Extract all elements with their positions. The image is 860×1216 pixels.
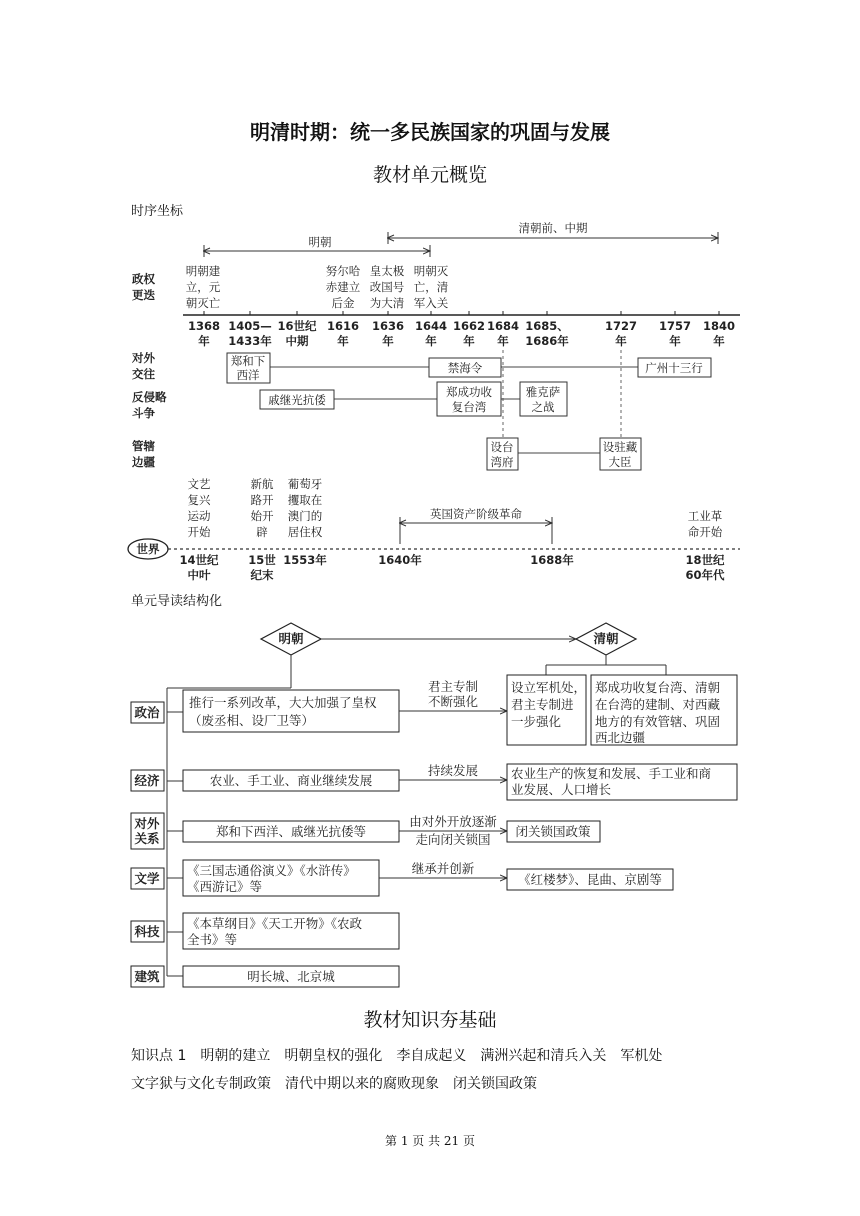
svg-text:设台: 设台	[490, 440, 514, 454]
svg-text:《红楼梦》、昆曲、京剧等: 《红楼梦》、昆曲、京剧等	[518, 872, 662, 887]
svg-text:赤建立: 赤建立	[325, 280, 361, 294]
svg-text:复台湾: 复台湾	[451, 400, 487, 414]
world-event-macau	[288, 477, 323, 539]
svg-text:居住权: 居住权	[287, 525, 323, 539]
svg-text:农业生产的恢复和发展、手工业和商: 农业生产的恢复和发展、手工业和商	[511, 766, 712, 781]
svg-text:明朝建: 明朝建	[185, 264, 221, 278]
svg-text:运动: 运动	[187, 509, 211, 523]
svg-text:继承并创新: 继承并创新	[411, 861, 475, 876]
svg-text:纪末: 纪末	[250, 568, 274, 582]
svg-text:始开: 始开	[250, 509, 274, 523]
svg-text:闭关锁国政策: 闭关锁国政策	[515, 824, 591, 839]
svg-text:军入关: 军入关	[413, 296, 449, 310]
row-label-foreign-1: 对外	[132, 351, 155, 365]
svg-text:建筑: 建筑	[134, 969, 160, 984]
svg-text:世界: 世界	[136, 542, 160, 556]
row-label-border-2: 边疆	[132, 455, 155, 469]
svg-text:1840: 1840	[702, 319, 736, 333]
world-event-renaissance	[188, 477, 211, 539]
svg-text:1433年: 1433年	[228, 334, 272, 348]
regime-event-da-qing	[370, 264, 405, 310]
svg-text:1368: 1368	[187, 319, 221, 333]
svg-text:开始: 开始	[187, 525, 211, 539]
svg-text:文艺: 文艺	[187, 477, 211, 491]
svg-text:戚继光抗倭: 戚继光抗倭	[268, 393, 326, 407]
world-event-industrial	[688, 509, 723, 539]
svg-text:之战: 之战	[531, 400, 555, 414]
svg-text:立，元: 立，元	[185, 280, 221, 294]
structure-label: 单元导读结构化	[131, 594, 223, 609]
svg-text:辟: 辟	[256, 525, 268, 539]
timeline-diagram	[0, 210, 860, 590]
svg-text:攫取在: 攫取在	[287, 493, 323, 507]
svg-text:明朝灭: 明朝灭	[413, 264, 449, 278]
svg-text:15世: 15世	[248, 553, 276, 567]
svg-text:《西游记》等: 《西游记》等	[187, 879, 263, 894]
knowledge-line-1: 知识点 1 明朝的建立 明朝皇权的强化 李自成起义 满洲兴起和清兵入关 军机处	[131, 1048, 663, 1064]
svg-text:关系: 关系	[134, 831, 160, 846]
svg-text:澳门的: 澳门的	[287, 509, 323, 523]
row-label-resist-1: 反侵略	[132, 390, 167, 404]
page-footer: 第 1 页 共 21 页	[385, 1134, 475, 1148]
svg-text:新航: 新航	[250, 477, 274, 491]
svg-text:设驻藏: 设驻藏	[602, 440, 638, 454]
svg-text:1684: 1684	[486, 319, 520, 333]
svg-text:60年代: 60年代	[685, 568, 725, 582]
svg-text:工业革: 工业革	[687, 509, 723, 523]
svg-text:年: 年	[337, 334, 349, 348]
svg-text:1662: 1662	[452, 319, 486, 333]
svg-text:1636: 1636	[371, 319, 405, 333]
svg-text:年: 年	[382, 334, 394, 348]
qing-span-label: 清朝前、中期	[518, 221, 588, 235]
svg-text:年: 年	[497, 334, 509, 348]
svg-text:改国号: 改国号	[369, 280, 405, 294]
row-label-regime-1: 政权	[132, 272, 155, 286]
svg-text:设立军机处，: 设立军机处，	[511, 680, 587, 695]
row-label-border-1: 管辖	[132, 439, 155, 453]
regime-event-ming-falls	[414, 264, 449, 310]
svg-text:明长城、北京城: 明长城、北京城	[247, 969, 335, 984]
svg-text:君主专制进: 君主专制进	[511, 697, 574, 712]
svg-text:全书》等: 全书》等	[187, 932, 238, 947]
svg-text:雅克萨: 雅克萨	[525, 385, 561, 399]
svg-text:年: 年	[198, 334, 210, 348]
row-label-resist-2: 斗争	[132, 406, 155, 420]
svg-text:西北边疆: 西北边疆	[595, 730, 646, 745]
svg-text:大臣: 大臣	[608, 455, 632, 469]
svg-text:在台湾的建制、对西藏: 在台湾的建制、对西藏	[595, 697, 721, 712]
svg-text:广州十三行: 广州十三行	[645, 361, 703, 375]
svg-text:经济: 经济	[134, 773, 160, 788]
svg-text:西洋: 西洋	[236, 368, 260, 382]
svg-text:1405—: 1405—	[228, 319, 272, 333]
svg-text:湾府: 湾府	[490, 455, 514, 469]
svg-text:郑成功收复台湾、清朝: 郑成功收复台湾、清朝	[595, 680, 721, 695]
svg-text:（废丞相、设厂卫等）: （废丞相、设厂卫等）	[189, 713, 315, 728]
timeline-label: 时序坐标	[131, 204, 184, 219]
svg-text:清朝: 清朝	[593, 631, 619, 646]
svg-text:农业、手工业、商业继续发展: 农业、手工业、商业继续发展	[209, 773, 373, 788]
svg-text:1644: 1644	[414, 319, 448, 333]
svg-text:年: 年	[615, 334, 627, 348]
svg-text:1640年: 1640年	[378, 553, 422, 567]
world-year-labels	[179, 553, 725, 582]
svg-text:年: 年	[669, 334, 681, 348]
svg-text:由对外开放逐渐: 由对外开放逐渐	[409, 814, 497, 829]
svg-text:复兴: 复兴	[187, 493, 211, 507]
svg-text:年: 年	[425, 334, 437, 348]
svg-text:葡萄牙: 葡萄牙	[287, 477, 323, 491]
svg-text:业发展、人口增长: 业发展、人口增长	[511, 782, 612, 797]
svg-text:命开始: 命开始	[687, 525, 723, 539]
row-label-foreign-2: 交往	[132, 367, 155, 381]
svg-text:为大清: 为大清	[369, 296, 405, 310]
svg-text:文学: 文学	[134, 871, 160, 886]
svg-text:对外: 对外	[134, 816, 160, 831]
svg-text:政治: 政治	[134, 705, 160, 720]
ming-span-label: 明朝	[308, 235, 332, 249]
svg-text:1685、: 1685、	[525, 319, 569, 333]
svg-text:明朝: 明朝	[278, 631, 304, 646]
svg-text:1553年: 1553年	[283, 553, 327, 567]
page-title: 明清时期：统一多民族国家的巩固与发展	[250, 120, 610, 144]
svg-text:1686年: 1686年	[525, 334, 569, 348]
svg-text:1727: 1727	[604, 319, 638, 333]
svg-text:路开: 路开	[250, 493, 274, 507]
svg-text:推行一系列改革，大大加强了皇权: 推行一系列改革，大大加强了皇权	[189, 695, 377, 710]
svg-text:郑和下西洋、戚继光抗倭等: 郑和下西洋、戚继光抗倭等	[215, 824, 367, 839]
svg-text:18世纪: 18世纪	[685, 553, 725, 567]
svg-text:郑和下: 郑和下	[230, 354, 266, 368]
knowledge-line-2: 文字狱与文化专制政策 清代中期以来的腐败现象 闭关锁国政策	[131, 1076, 537, 1092]
world-event-new-routes	[251, 477, 274, 539]
svg-text:皇太极: 皇太极	[369, 264, 405, 278]
svg-text:16世纪: 16世纪	[277, 319, 317, 333]
svg-text:年: 年	[713, 334, 725, 348]
svg-text:一步强化: 一步强化	[511, 714, 562, 729]
timeline-year-labels	[188, 319, 735, 348]
svg-text:14世纪: 14世纪	[179, 553, 219, 567]
svg-text:年: 年	[463, 334, 475, 348]
svg-text:中叶: 中叶	[187, 568, 211, 582]
section-heading-knowledge: 教材知识夯基础	[363, 1009, 497, 1031]
section-heading-overview: 教材单元概览	[372, 164, 487, 186]
svg-text:英国资产阶级革命: 英国资产阶级革命	[430, 507, 522, 521]
svg-text:科技: 科技	[134, 924, 160, 939]
svg-text:1757: 1757	[658, 319, 692, 333]
regime-event-ming-founded	[186, 264, 221, 310]
regime-event-later-jin	[326, 264, 361, 310]
svg-text:君主专制: 君主专制	[427, 679, 479, 694]
svg-text:禁海令: 禁海令	[447, 361, 483, 375]
svg-text:中期: 中期	[285, 334, 309, 348]
svg-text:亡，清: 亡，清	[413, 280, 449, 294]
svg-text:《本草纲目》《天工开物》《农政: 《本草纲目》《天工开物》《农政	[187, 916, 363, 931]
row-label-regime-2: 更迭	[132, 288, 155, 302]
svg-text:后金: 后金	[331, 296, 355, 310]
svg-text:地方的有效管辖、巩固: 地方的有效管辖、巩固	[595, 714, 721, 729]
svg-text:1688年: 1688年	[530, 553, 574, 567]
structure-diagram	[0, 610, 860, 990]
svg-text:郑成功收: 郑成功收	[446, 385, 492, 399]
svg-text:朝灭亡: 朝灭亡	[185, 296, 221, 310]
svg-text:努尔哈: 努尔哈	[325, 264, 361, 278]
svg-text:不断强化: 不断强化	[427, 694, 479, 709]
svg-text:走向闭关锁国: 走向闭关锁国	[415, 832, 491, 847]
svg-text:《三国志通俗演义》《水浒传》: 《三国志通俗演义》《水浒传》	[187, 863, 356, 878]
svg-text:1616: 1616	[326, 319, 360, 333]
svg-text:持续发展: 持续发展	[427, 763, 479, 778]
